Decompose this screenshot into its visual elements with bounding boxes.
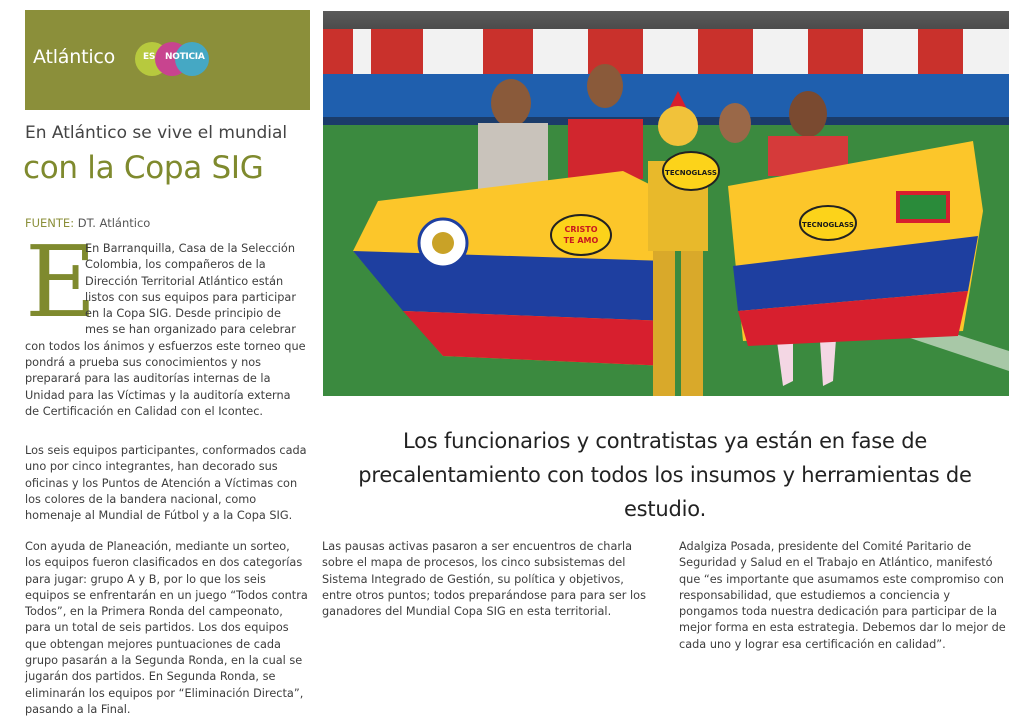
drop-cap: E <box>25 226 97 340</box>
source-label: FUENTE: <box>25 216 75 230</box>
pull-quote: Los funcionarios y contratistas ya están en fase de precalentamiento con todos los insumos y herramientas de estudio. <box>358 429 972 521</box>
badge-tecnoglass-center <box>663 152 719 190</box>
paragraph-1 <box>25 226 308 420</box>
article-headline: con la Copa SIG <box>23 150 264 186</box>
source-value: DT. Atlántico <box>77 216 151 230</box>
svg-text:TE AMO: TE AMO <box>563 236 599 245</box>
team-photo <box>323 11 1009 396</box>
paragraph-5: Adalgiza Posada, presidente del Comité Paritario de Seguridad y Salud en el Trabajo en Atlántico, manifestó que “es importante que asumamos este compromiso con responsabilidad, que estudiemos a conciencia y pongamos toda nuestra dedicación para participar de la mejor forma en esta estrategia. Debemos dar lo mejor de cada uno y lograr esa certificación en calidad”. <box>679 540 1006 651</box>
paragraph-2: Los seis equipos participantes, conformados cada uno por cinco integrantes, han decorado sus oficinas y los Puntos de Atención a Víctimas con los colores de la bandera nacional, como homenaje al Mundial de Fútbol y a la Copa SIG. <box>25 444 307 523</box>
article-kicker: En Atlántico se vive el mundial <box>25 123 288 143</box>
svg-text:TECNOGLASS: TECNOGLASS <box>802 221 854 229</box>
paragraph-4: Las pausas activas pasaron a ser encuentros de charla sobre el mapa de procesos, los cinco subsistemas del Sistema Integrado de Gestión, su política y objetivos, entre otros puntos; todos preparándose para para ser los ganadores del Mundial Copa SIG en esta territorial. <box>322 540 646 619</box>
svg-text:CRISTO: CRISTO <box>564 225 598 234</box>
paragraph-3: Con ayuda de Planeación, mediante un sorteo, los equipos fueron clasificados en dos categorías para jugar: grupo A y B, por lo que los seis equipos se enfrentarán en un juego “Todos contra Todos”, en la Primera Ronda del campeonato, para un total de seis partidos. Los dos equipos que obtengan mejores puntuaciones de cada grupo pasarán a la Segunda Ronda, en la cual se jugarán dos partidos. En Segunda Ronda, se eliminarán los equipos por “Eliminación Directa”, pasando a la Final. <box>25 540 308 716</box>
es-noticia-logo: ES NOTICIA <box>135 42 211 76</box>
section-header <box>25 10 310 110</box>
region-title: Atlántico <box>33 46 116 68</box>
svg-text:TECNOGLASS: TECNOGLASS <box>665 169 717 177</box>
paragraph-1-text: En Barranquilla, Casa de la Selección Colombia, los compañeros de la Dirección Territorial Atlántico están listos con sus equipos para participar en la Copa SIG. Desde principio de mes se han organizado para celebrar con todos los ánimos y esfuerzos este torneo que pondrá a prueba sus conocimientos y nos preparará para las auditorías internas de la Unidad para las Víctimas y la auditoría externa de Certificación en Calidad con el Icontec. <box>25 242 306 418</box>
badge-cristo-te-amo <box>551 215 611 255</box>
badge-tecnoglass-right <box>800 206 856 240</box>
